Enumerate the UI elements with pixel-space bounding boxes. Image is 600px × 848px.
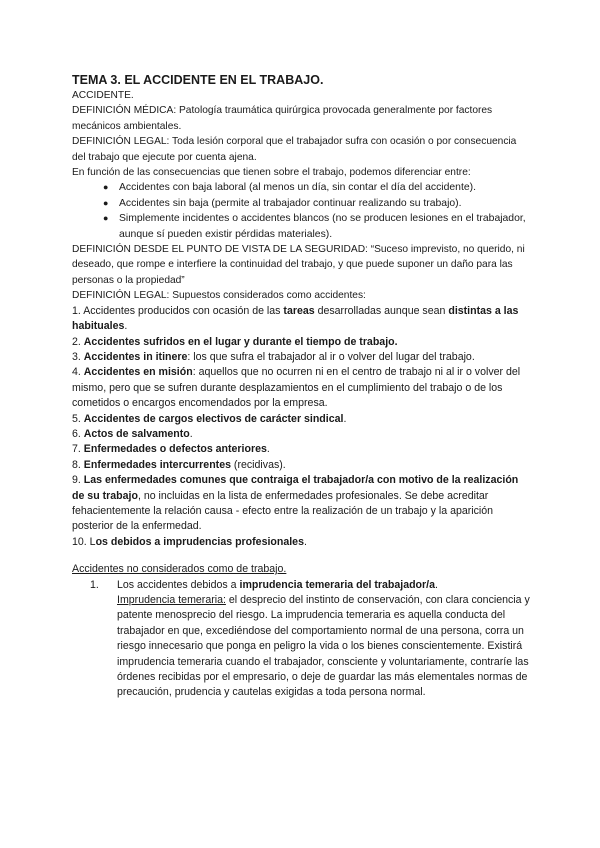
list-item: ● Accidentes con baja laboral (al menos un día, sin contar el día del accidente). bbox=[103, 180, 532, 195]
definicion-medica bbox=[72, 103, 532, 134]
document-page bbox=[72, 72, 532, 701]
item-3: 3. Accidentes in itinere: los que sufra el trabajador al ir o volver del lugar del trabajo. bbox=[72, 350, 475, 363]
bullet-icon: ● bbox=[103, 197, 109, 208]
item-6: 6. Actos de salvamento. bbox=[72, 427, 193, 440]
item-10: 10. Los debidos a imprudencias profesionales. bbox=[72, 535, 307, 548]
bullet-icon: ● bbox=[103, 213, 109, 224]
imprudencia-definition: Imprudencia temeraria: el desprecio del instinto de conservación, con clara conciencia y patente menosprecio del riesgo. La imprudencia temeraria es aquella conducta del trabajador en que, excediéndose del comportamiento normal de una persona, corra un riesgo innecesario que ponga en peligro la vida o los bienes conscientemente. Existirá imprudencia temeraria cuando el trabajador, consciente y voluntariamente, contraríe las órdenes recibidas por el empresario, o deje de guardar las más elementales normas de precaución, prudencia y cautelas exigidas a toda persona normal. bbox=[117, 594, 530, 699]
item-5: 5. Accidentes de cargos electivos de carácter sindical. bbox=[72, 412, 347, 425]
item-8: 8. Enfermedades intercurrentes (recidivas). bbox=[72, 458, 286, 471]
consecuencias-intro: En función de las consecuencias que tienen sobre el trabajo, podemos diferenciar entre: bbox=[72, 167, 471, 179]
item-7: 7. Enfermedades o defectos anteriores. bbox=[72, 443, 270, 456]
list-item: ● Simplemente incidentes o accidentes blancos (no se producen lesiones en el trabajador, aunque sí pueden existir pérdidas materiales). bbox=[103, 213, 526, 240]
definicion-medica-label: DEFINICIÓN MÉDICA bbox=[72, 105, 174, 117]
list-number: 1. bbox=[90, 578, 99, 591]
list-item bbox=[90, 578, 532, 701]
item-4: 4. Accidentes en misión: aquellos que no ocurren ni en el centro de trabajo ni al ir o volver del mismo, pero que se sufren durante desplazamientos en el cumplimiento del trabajo o de los cometidos o encargos encomendados por la empresa. bbox=[72, 366, 521, 410]
definicion-legal-1: DEFINICIÓN LEGAL: Toda lesión corporal que el trabajador sufra con ocasión o por consecuencia del trabajo que ejecute por cuenta ajena. bbox=[72, 136, 517, 163]
nc-item-text: Los accidentes debidos a imprudencia temeraria del trabajador/a. bbox=[117, 578, 438, 591]
list-item: ● Accidentes sin baja (permite al trabajador continuar realizando su trabajo). bbox=[103, 196, 532, 211]
no-considerados-heading: Accidentes no considerados como de trabajo. bbox=[72, 563, 287, 576]
item-1: 1. Accidentes producidos con ocasión de las tareas desarrolladas aunque sean distintas a las habituales. bbox=[72, 304, 519, 333]
spacer bbox=[72, 550, 532, 562]
definicion-seguridad: DEFINICIÓN DESDE EL PUNTO DE VISTA DE LA SEGURIDAD: “Suceso imprevisto, no querido, ni deseado, que rompe e interfiere la continuidad del trabajo, y que puede suponer un daño para las personas o la propiedad” bbox=[72, 244, 525, 286]
item-9: 9. Las enfermedades comunes que contraiga el trabajador/a con motivo de la realización de su trabajo, no incluidas en la lista de enfermedades profesionales. Se debe acreditar fehacientemente la relación causa - efecto entre la realización de un trabajo y la aparición posterior de la enfermedad. bbox=[72, 474, 519, 533]
item-2: 2. Accidentes sufridos en el lugar y durante el tiempo de trabajo. bbox=[72, 335, 398, 348]
bullet-icon: ● bbox=[103, 182, 109, 193]
definicion-medica-text: : Patología traumática quirúrgica provocada generalmente por factores mecánicos ambientales. bbox=[72, 105, 493, 132]
definicion-legal-2: DEFINICIÓN LEGAL: Supuestos considerados como accidentes: bbox=[72, 290, 366, 302]
consecuencias-list bbox=[72, 180, 532, 242]
page-title: TEMA 3. EL ACCIDENTE EN EL TRABAJO. bbox=[72, 73, 324, 87]
no-considerados-list bbox=[72, 578, 532, 701]
accidente-label: ACCIDENTE. bbox=[72, 90, 134, 101]
